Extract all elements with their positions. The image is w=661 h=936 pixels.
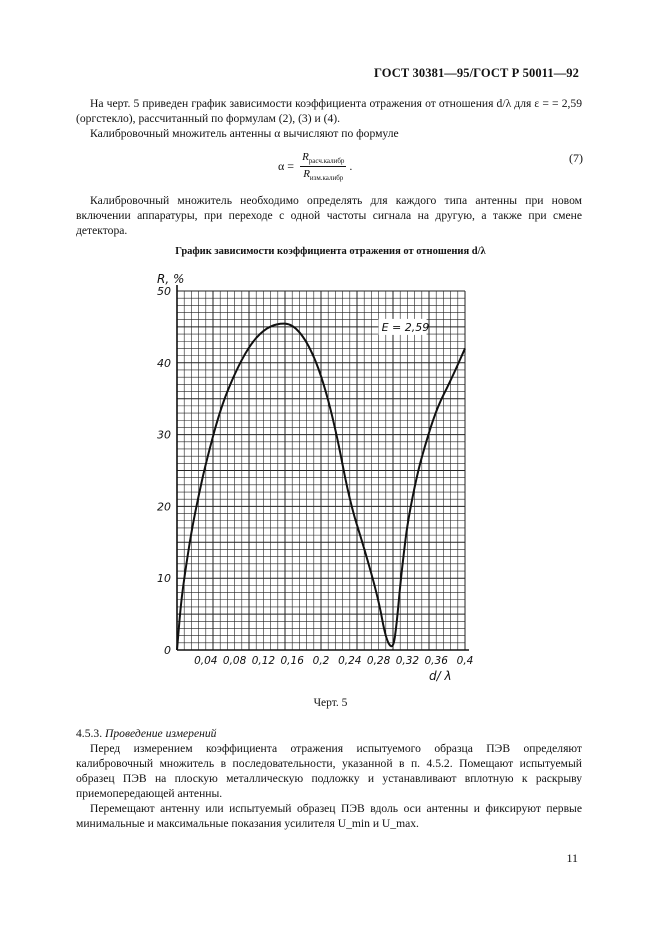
paragraph-measurement-steps: Перемещают антенну или испытуемый образец ПЭВ вдоль оси антенны и фиксируют первые минимальные и максимальные показания усилителя U_min и U_max.	[76, 802, 582, 830]
x-tick-label: 0,24	[338, 655, 362, 667]
y-axis-label: R, %	[157, 272, 185, 286]
y-tick-label: 40	[157, 356, 171, 370]
x-tick-label: 0,2	[312, 655, 330, 667]
formula-end: .	[349, 159, 353, 174]
y-tick-label: 50	[157, 285, 171, 298]
formula-lhs: α =	[278, 159, 295, 174]
x-axis-label: d/ λ	[429, 669, 452, 683]
paragraph-calibration-note: Калибровочный множитель необходимо определять для каждого типа антенны при новом включении аппаратуры, при переходе с одной частоты сигнала на другую, а также при смене детектора.	[76, 194, 582, 237]
x-tick-label: 0,16	[280, 655, 304, 667]
y-tick-label: 10	[157, 572, 171, 586]
chart-axes	[177, 285, 469, 650]
x-tick-label: 0,4	[456, 655, 474, 667]
x-tick-label: 0,08	[222, 655, 247, 667]
formula-denominator: $R_{изм.калибр}$	[303, 168, 344, 183]
formula-7	[278, 151, 352, 182]
chart-grid	[177, 291, 465, 650]
section-heading	[76, 727, 216, 740]
page-number: 11	[566, 851, 578, 865]
formula-fraction	[300, 151, 346, 182]
paragraph-measurement-prep: Перед измерением коэффициента отражения испытуемого образца ПЭВ определяют калибровочный множитель в последовательности, указанной в п. 4.5.2. Помещают испытуемый образец ПЭВ на плоскую металлическую подложку и устанавливают вплотную к раскрыву приемопередающей антенны.	[76, 742, 582, 800]
formula-numerator: $R_{расч.калибр}$	[302, 151, 345, 166]
paragraph-calibration-formula-intro: Калибровочный множитель антенны α вычисляют по формуле	[90, 127, 399, 140]
equation-number: (7)	[569, 151, 583, 165]
x-tick-label: 0,36	[424, 655, 448, 667]
y-tick-labels	[157, 285, 171, 657]
y-tick-label: 20	[157, 500, 171, 514]
x-tick-label: 0,04	[194, 655, 218, 667]
paragraph-chart-intro: На черт. 5 приведен график зависимости коэффициента отражения от отношения d/λ для ε = = 2,59 (оргстекло), рассчитанный по формулам (2), (3) и (4).	[76, 97, 582, 125]
section-title: Проведение измерений	[105, 727, 217, 740]
x-tick-label: 0,28	[366, 655, 391, 667]
section-number: 4.5.3.	[76, 727, 103, 740]
document-header: ГОСТ 30381—95/ГОСТ Р 50011—92	[374, 66, 579, 80]
x-tick-labels	[194, 655, 473, 667]
chart-title: График зависимости коэффициента отражения от отношения d/λ	[175, 246, 486, 257]
x-tick-label: 0,32	[395, 655, 420, 667]
figure-caption: Черт. 5	[313, 697, 348, 709]
epsilon-annotation: E = 2,59	[381, 320, 430, 334]
y-tick-label: 30	[157, 428, 171, 442]
x-tick-label: 0,12	[251, 655, 276, 667]
reflection-chart	[150, 268, 490, 688]
y-tick-label: 0	[164, 644, 171, 657]
